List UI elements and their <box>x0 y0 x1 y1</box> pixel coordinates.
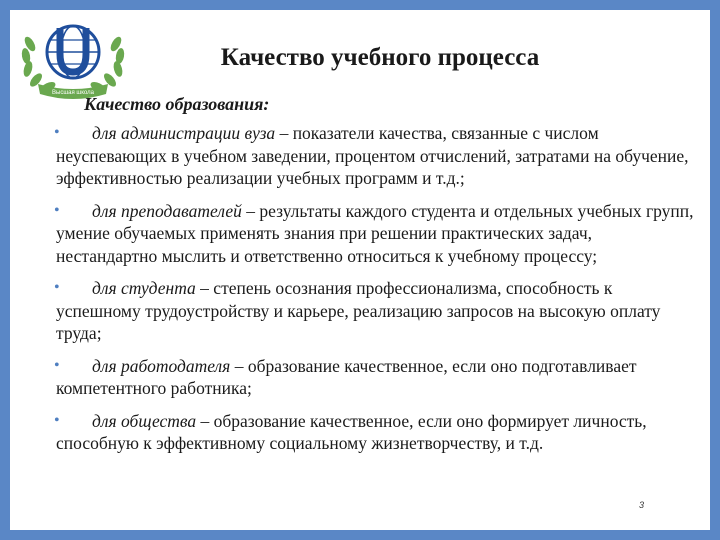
logo-banner-text: Высшая школа <box>52 90 94 96</box>
item-text: – образование качественное, если оно подготавливает компетентного работника; <box>56 355 637 398</box>
bullet-list <box>56 122 696 465</box>
bullet-icon: • <box>54 279 60 296</box>
list-item <box>56 410 696 455</box>
item-text: – результаты каждого студента и отдельных учебных групп, умение обучаемых применять знания при решении практических задач, нестандартно мыслить и ответственно относиться к учебному процессу; <box>56 200 694 266</box>
item-text: – показатели качества, связанные с числом неуспевающих в учебном заведении, процентом отчислений, затратами на обучение, эффективностью реализации учебных программ и т.д.; <box>56 123 689 188</box>
bullet-icon: • <box>54 411 60 429</box>
university-logo <box>16 14 134 104</box>
slide-title: Качество учебного процесса <box>220 44 540 71</box>
bullet-icon: • <box>54 356 60 374</box>
bullet-icon: • <box>54 124 60 141</box>
slide <box>10 10 710 530</box>
list-item <box>56 122 696 190</box>
bullet-icon: • <box>54 201 60 219</box>
item-term: для общества <box>92 410 197 431</box>
page-number: 3 <box>638 500 644 510</box>
slide-subtitle: Качество образования: <box>84 94 270 114</box>
item-text: – образование качественное, если оно формирует личность, способную к эффективному социальному жизнетворчеству, и т.д. <box>56 410 647 453</box>
list-item <box>56 355 696 400</box>
item-term: для преподавателей <box>92 200 242 221</box>
item-term: для работодателя <box>92 355 231 376</box>
list-item <box>56 200 696 268</box>
university-emblem-icon <box>16 14 134 104</box>
item-text: – степень осознания профессионализма, способность к успешному трудоустройству и карьере, реализацию запросов на высокую оплату труда; <box>56 278 661 343</box>
item-term: для администрации вуза <box>92 123 276 143</box>
item-term: для студента <box>92 278 196 298</box>
list-item <box>56 277 696 345</box>
